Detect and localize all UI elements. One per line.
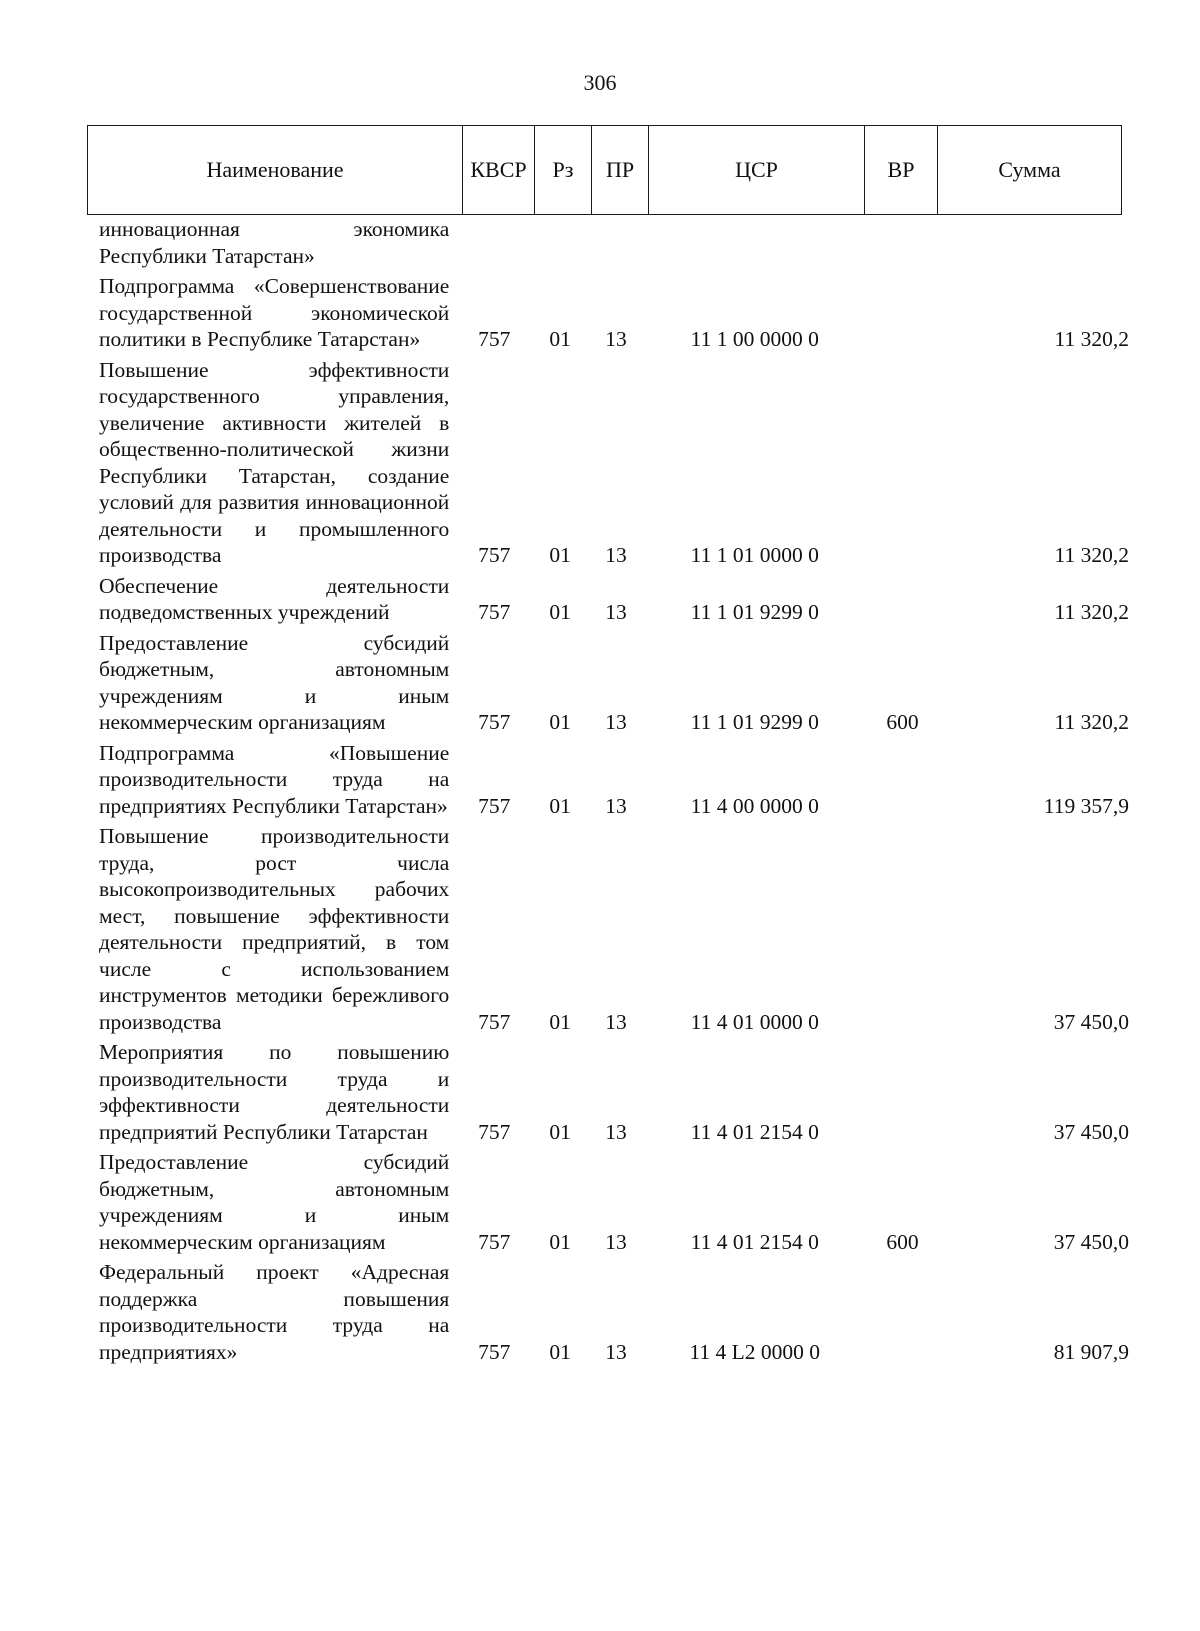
- row-sum: 11 320,2: [1054, 710, 1129, 734]
- row-sum: 11 320,2: [1054, 600, 1129, 624]
- header-rz: Рз: [535, 126, 592, 214]
- row-kvsr: 757: [478, 1119, 511, 1144]
- table-row: [99, 573, 1129, 626]
- row-kvsr: 757: [478, 543, 511, 567]
- header-kvsr: КВСР: [463, 126, 535, 214]
- row-name: Повышение производительности труда, рост числа высокопроизводительных рабочих мест, повышение эффективности деятельности предприятий, в том числе с использованием инструментов методики бережливого производства: [99, 824, 450, 1034]
- row-rz: 01: [549, 1339, 571, 1364]
- row-vr: 600: [886, 1229, 919, 1254]
- row-rz: 01: [549, 543, 571, 567]
- row-rz: 01: [549, 1119, 571, 1144]
- row-name: Предоставление субсидий бюджетным, автономным учреждениям и иным некоммерческим организациям: [99, 630, 450, 734]
- row-csr: 11 1 00 0000 0: [690, 327, 819, 351]
- row-kvsr: 757: [478, 710, 511, 734]
- header-vr: ВР: [865, 126, 938, 214]
- table-row: [99, 1039, 1129, 1145]
- row-name: Подпрограмма «Совершенствование государственной экономической политики в Республике Татарстан»: [99, 274, 450, 351]
- table-row: [99, 740, 1129, 820]
- row-pr: 13: [605, 710, 627, 734]
- row-rz: 01: [549, 793, 571, 818]
- row-sum: 119 357,9: [1043, 793, 1129, 818]
- row-rz: 01: [549, 1009, 571, 1034]
- row-sum: 81 907,9: [1053, 1339, 1129, 1364]
- table-body: [99, 216, 1129, 1369]
- header-pr: ПР: [592, 126, 649, 214]
- header-csr: ЦСР: [649, 126, 865, 214]
- table-row: [99, 273, 1129, 353]
- row-pr: 13: [605, 793, 627, 818]
- row-name: Предоставление субсидий бюджетным, автономным учреждениям и иным некоммерческим организациям: [99, 1150, 450, 1254]
- row-pr: 13: [605, 1339, 627, 1364]
- row-rz: 01: [549, 600, 571, 624]
- row-name: Обеспечение деятельности подведомственных учреждений: [99, 573, 450, 624]
- row-kvsr: 757: [478, 600, 511, 624]
- row-name: Федеральный проект «Адресная поддержка повышения производительности труда на предприятиях»: [99, 1260, 450, 1364]
- table-row: [99, 357, 1129, 569]
- row-kvsr: 757: [478, 793, 511, 818]
- table-row: [99, 1149, 1129, 1255]
- row-sum: 37 450,0: [1053, 1119, 1129, 1144]
- row-name: Подпрограмма «Повышение производительности труда на предприятиях Республики Татарстан»: [99, 740, 450, 818]
- row-kvsr: 757: [478, 1229, 511, 1254]
- row-pr: 13: [605, 1119, 627, 1144]
- row-rz: 01: [549, 1229, 571, 1254]
- table-header: [87, 125, 1122, 215]
- row-pr: 13: [605, 600, 627, 624]
- row-kvsr: 757: [478, 327, 511, 351]
- row-csr: 11 4 01 2154 0: [690, 1119, 819, 1144]
- row-pr: 13: [605, 1229, 627, 1254]
- header-sum: Сумма: [998, 157, 1061, 182]
- row-pr: 13: [605, 1009, 627, 1034]
- row-pr: 13: [605, 327, 627, 351]
- row-sum: 11 320,2: [1054, 543, 1129, 567]
- row-vr: 600: [886, 710, 919, 734]
- table-row: [99, 1259, 1129, 1365]
- row-rz: 01: [549, 710, 571, 734]
- row-name: Повышение эффективности государственного управления, увеличение активности жителей в общественно-политической жизни Республики Татарстан, создание условий для развития инновационной деятельности и промышленного производства: [99, 357, 450, 567]
- row-kvsr: 757: [478, 1009, 511, 1034]
- row-name: Мероприятия по повышению производительности труда и эффективности деятельности предприятий Республики Татарстан: [99, 1040, 450, 1144]
- row-csr: 11 1 01 9299 0: [690, 710, 819, 734]
- row-sum: 37 450,0: [1053, 1229, 1129, 1254]
- row-sum: 37 450,0: [1053, 1009, 1129, 1034]
- row-csr: 11 4 00 0000 0: [690, 793, 819, 818]
- row-name: инновационная экономика Республики Татарстан»: [99, 217, 450, 268]
- row-csr: 11 1 01 9299 0: [690, 600, 819, 624]
- row-kvsr: 757: [478, 1339, 511, 1364]
- header-name: Наименование: [88, 126, 463, 214]
- table-row: [99, 630, 1129, 736]
- row-csr: 11 4 L2 0000 0: [689, 1339, 821, 1364]
- row-sum: 11 320,2: [1054, 327, 1129, 351]
- page-number: 306: [583, 70, 617, 95]
- row-pr: 13: [605, 543, 627, 567]
- table-row: [99, 823, 1129, 1035]
- row-csr: 11 4 01 0000 0: [690, 1009, 819, 1034]
- table-row: [99, 216, 1129, 269]
- row-rz: 01: [549, 327, 571, 351]
- row-csr: 11 1 01 0000 0: [690, 543, 819, 567]
- row-csr: 11 4 01 2154 0: [690, 1229, 819, 1254]
